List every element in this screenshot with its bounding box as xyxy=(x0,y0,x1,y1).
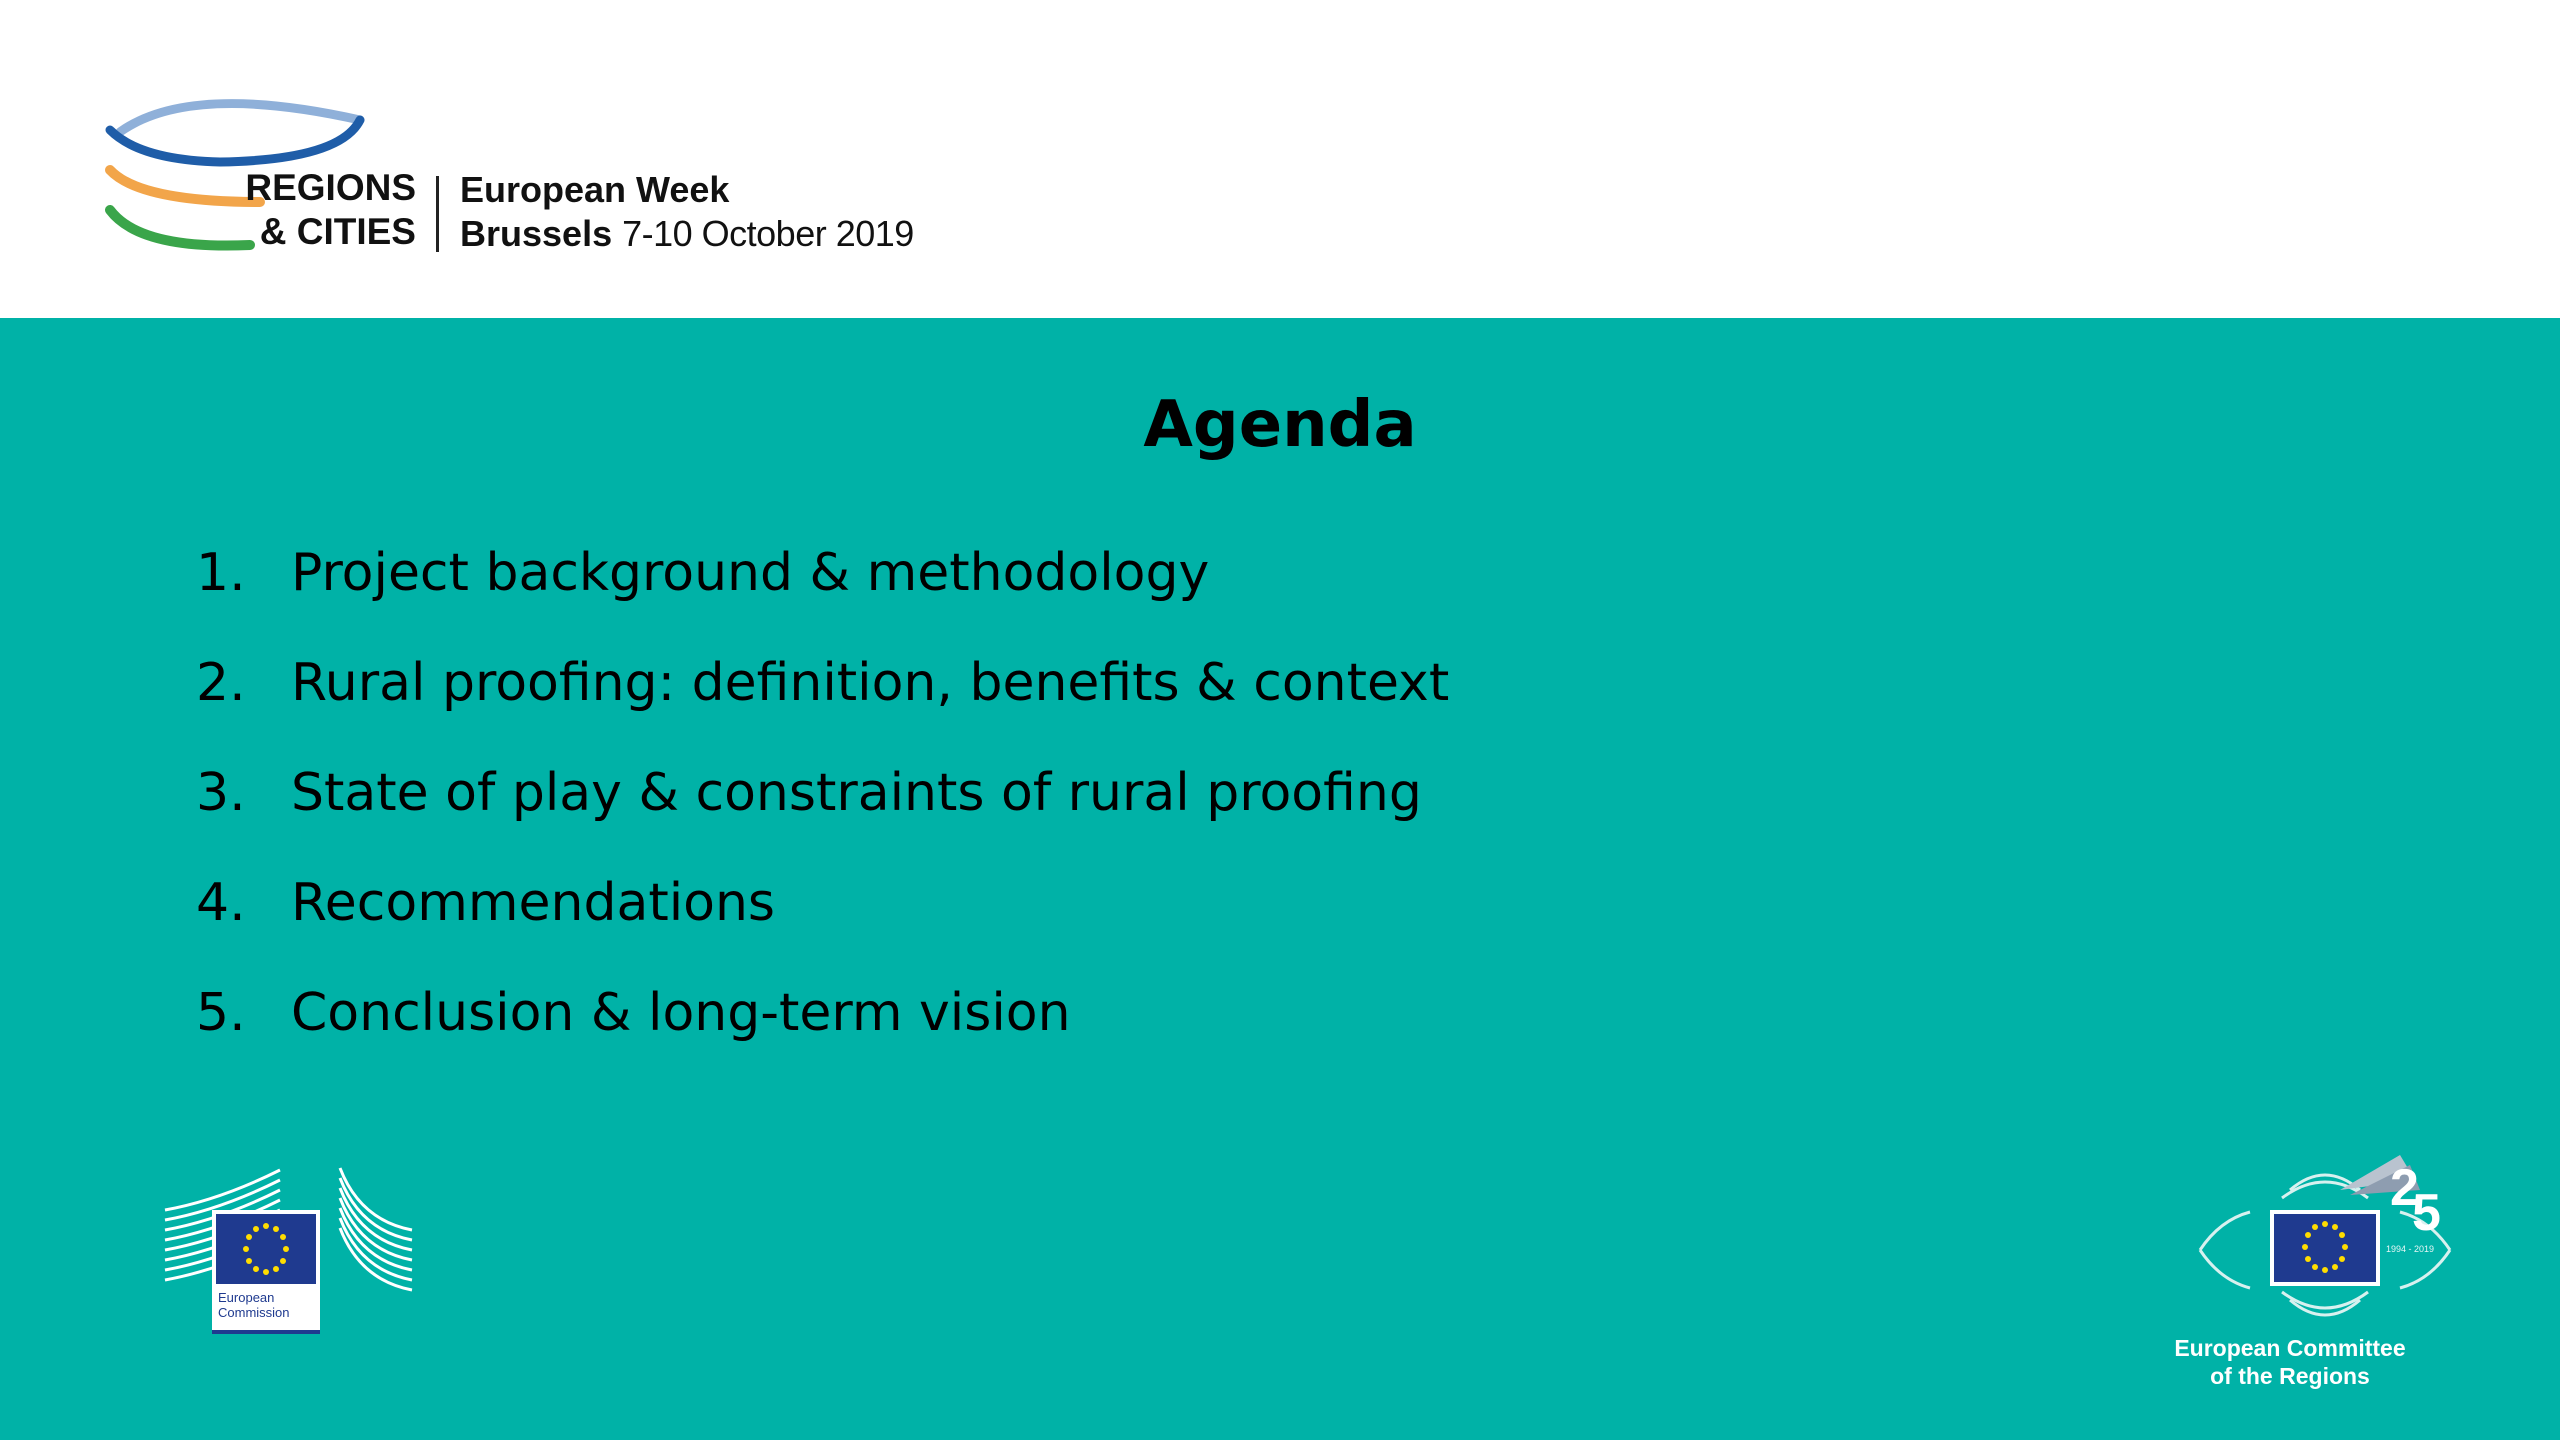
agenda-item-text: Conclusion & long-term vision xyxy=(291,983,1071,1043)
svg-text:5: 5 xyxy=(2412,1184,2441,1242)
european-commission-label xyxy=(218,1290,318,1320)
agenda-item xyxy=(196,738,1449,848)
agenda-item-number: 1. xyxy=(196,543,246,603)
agenda-item-number: 4. xyxy=(196,873,246,933)
event-city: Brussels xyxy=(460,213,613,254)
agenda-item xyxy=(196,848,1449,958)
committee-of-regions-label xyxy=(2160,1334,2420,1390)
agenda-item-text: Recommendations xyxy=(291,873,776,933)
cor-label-line-2: of the Regions xyxy=(2210,1363,2370,1389)
agenda-item-text: Project background & methodology xyxy=(291,543,1210,603)
agenda-list xyxy=(196,518,1449,1068)
ec-label-line-1: European xyxy=(218,1290,275,1305)
agenda-item-number: 5. xyxy=(196,983,246,1043)
agenda-item xyxy=(196,518,1449,628)
agenda-item xyxy=(196,628,1449,738)
logo-wordmark xyxy=(238,166,416,254)
logo-line-2: & CITIES xyxy=(259,211,416,252)
agenda-item-number: 2. xyxy=(196,653,246,713)
event-name: European Week xyxy=(460,169,730,210)
cor-label-line-1: European Committee xyxy=(2174,1335,2406,1361)
header-band xyxy=(0,0,2560,318)
event-info xyxy=(460,168,914,256)
svg-text:2: 2 xyxy=(2390,1159,2419,1217)
logo-divider xyxy=(436,176,439,252)
agenda-item-number: 3. xyxy=(196,763,246,823)
agenda-item-text: Rural proofing: definition, benefits & context xyxy=(291,653,1450,713)
committee-of-regions-logo-icon xyxy=(2190,1150,2460,1330)
logo-line-1: REGIONS xyxy=(245,167,416,208)
agenda-item xyxy=(196,958,1449,1068)
agenda-item-text: State of play & constraints of rural proofing xyxy=(291,763,1422,823)
cor-years-label: 1994 - 2019 xyxy=(2386,1244,2435,1254)
event-dates: 7-10 October 2019 xyxy=(622,213,914,254)
slide-title: Agenda xyxy=(1143,388,1417,462)
ec-label-line-2: Commission xyxy=(218,1305,290,1320)
